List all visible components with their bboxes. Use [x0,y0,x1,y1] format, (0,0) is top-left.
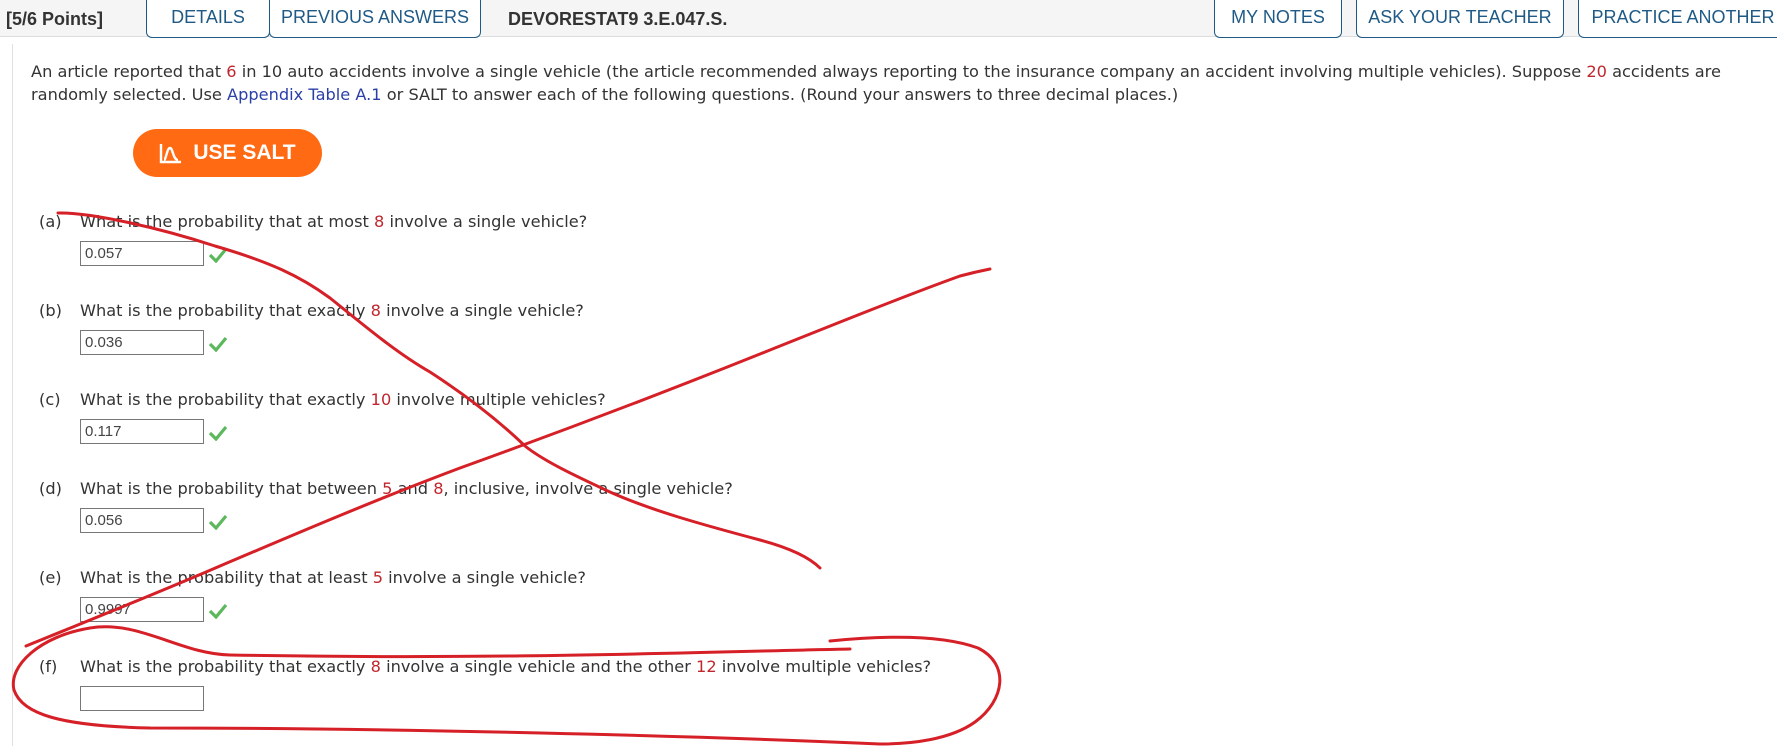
question-text [80,301,584,320]
practice-another-button[interactable]: PRACTICE ANOTHER [1578,0,1777,38]
question-text-part: What is the probability that at most [80,212,375,231]
answer-input-a[interactable] [80,241,204,266]
intro-text: in 10 auto accidents involve a single vehicle (the article recommended always reporting to the insurance company an accident involving multiple vehicles). Suppose [236,62,1587,81]
question-number: 8 [433,479,444,498]
answer-input-d[interactable] [80,508,204,533]
check-icon [208,514,228,530]
question-text-part: and [392,479,434,498]
intro-number: 20 [1586,62,1607,81]
answer-input-e[interactable] [80,597,204,622]
annotation-strike-up [26,269,990,646]
question-text-part: involve a single vehicle and the other [380,657,697,676]
problem-statement [31,60,1746,106]
answer-input-f[interactable] [80,686,204,711]
question-number: 8 [370,657,381,676]
question-text [80,212,587,231]
question-label: (d) [39,479,62,498]
question-number: 10 [370,390,392,409]
question-text-part: What is the probability that between [80,479,383,498]
question-label: (a) [39,212,62,231]
question-number: 5 [382,479,393,498]
my-notes-button[interactable]: MY NOTES [1214,0,1342,38]
question-number: 8 [370,301,381,320]
intro-number: 6 [226,62,237,81]
question-text [80,657,931,676]
problem-id: DEVORESTAT9 3.E.047.S. [508,9,728,29]
left-rule [12,44,13,746]
ask-teacher-button[interactable]: ASK YOUR TEACHER [1356,0,1564,38]
question-text-part: involve a single vehicle? [383,568,586,587]
check-icon [208,425,228,441]
question-label: (f) [39,657,58,676]
question-number: 8 [374,212,385,231]
question-label: (c) [39,390,61,409]
previous-answers-button[interactable]: PREVIOUS ANSWERS [269,0,481,38]
appendix-link[interactable]: Appendix Table A.1 [227,85,382,104]
use-salt-label: USE SALT [193,141,296,164]
answer-input-c[interactable] [80,419,204,444]
intro-text: or SALT to answer each of the following questions. (Round your answers to three decimal places.) [381,85,1179,104]
question-label: (e) [39,568,62,587]
use-salt-button[interactable] [133,129,322,177]
question-text-part: involve a single vehicle? [380,301,584,320]
question-text-part: What is the probability that at least [80,568,373,587]
salt-graph-icon [159,142,183,164]
question-text-part: involve multiple vehicles? [391,390,606,409]
check-icon [208,336,228,352]
question-text [80,568,586,587]
question-text [80,479,733,498]
question-number: 12 [696,657,717,676]
answer-input-b[interactable] [80,330,204,355]
question-text-part: What is the probability that exactly [80,657,371,676]
check-icon [208,603,228,619]
question-label: (b) [39,301,62,320]
question-text-part: involve a single vehicle? [384,212,588,231]
question-text [80,390,606,409]
question-text-part: involve multiple vehicles? [716,657,932,676]
intro-text: accidents are randomly selected. Use [31,62,1721,104]
question-text-part: What is the probability that exactly [80,390,371,409]
intro-text: An article reported that [31,62,227,81]
details-button[interactable]: DETAILS [146,0,270,38]
question-text-part: , inclusive, involve a single vehicle? [443,479,733,498]
points-label: [5/6 Points] [6,9,104,29]
question-text-part: What is the probability that exactly [80,301,371,320]
header-bar [0,0,1777,37]
check-icon [208,247,228,263]
question-number: 5 [372,568,384,587]
